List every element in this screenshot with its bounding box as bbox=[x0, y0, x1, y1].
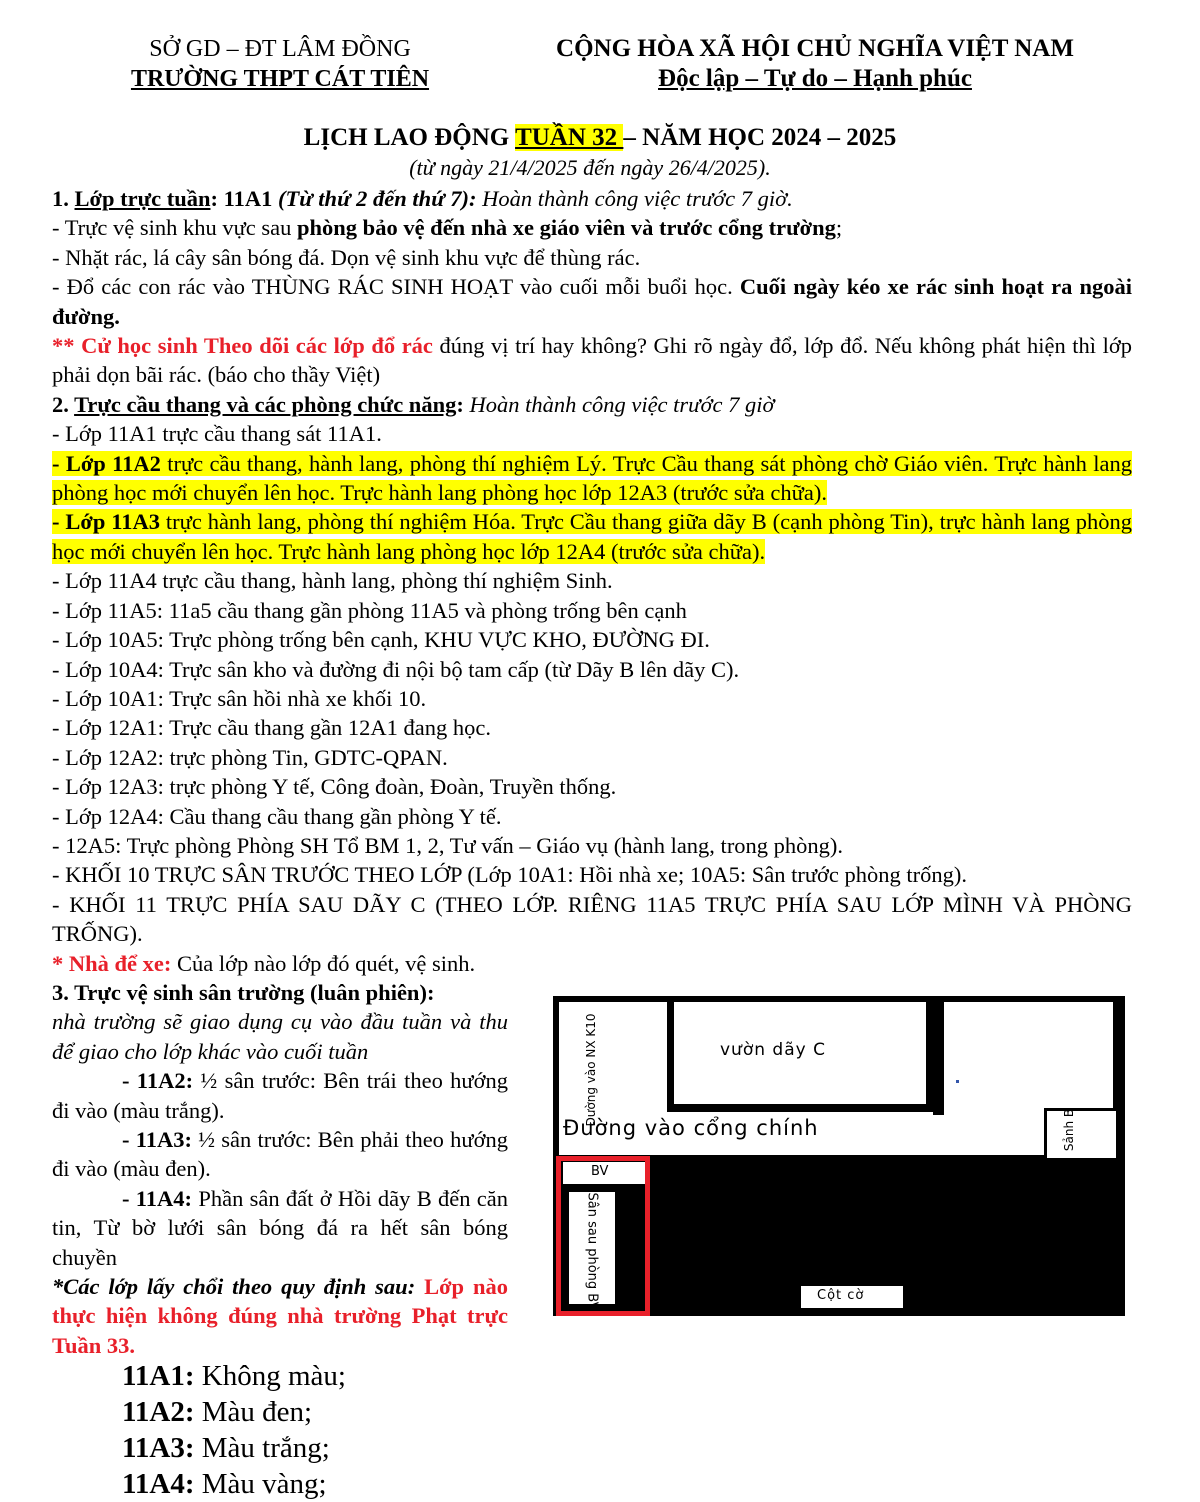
map-flagpole bbox=[801, 1286, 903, 1308]
map-label-flagpole: Cột cờ bbox=[817, 1288, 865, 1303]
school-name: TRƯỜNG THPT CÁT TIÊN bbox=[130, 66, 430, 92]
section3-note: nhà trường sẽ giao dụng cụ vào đầu tuần và thu để giao cho lớp khác vào cuối tuần bbox=[52, 1009, 508, 1064]
map-label-hall-b: Sảnh B bbox=[1062, 1108, 1076, 1152]
duty-item-highlighted: - Lớp 11A3 trực hành lang, phòng thí nghiệm Hóa. Trực Cầu thang giữa dãy B (cạnh phòng Tin), trực hành lang phòng học mới chuyển lên học. Trực hành lang phòng học lớp 12A4 (trước sửa chữa). bbox=[52, 509, 1132, 564]
section1-line: - Nhặt rác, lá cây sân bóng đá. Dọn vệ sinh khu vực để thùng rác. bbox=[52, 244, 641, 270]
duty-item: - Lớp 12A2: trực phòng Tin, GDTC-QPAN. bbox=[52, 744, 448, 770]
map-label-garden: vườn dãy C bbox=[720, 1040, 826, 1060]
yard-duty-item: - 11A4: Phần sân đất ở Hồi dãy B đến căn tin, Từ bờ lưới sân bóng đá ra hết sân bóng chuyền bbox=[52, 1185, 508, 1270]
map-bv-box bbox=[563, 1162, 645, 1184]
week-label: TUẦN 32 bbox=[515, 124, 624, 151]
section1-line: - Trực vệ sinh khu vực sau phòng bảo vệ đến nhà xe giáo viên và trước cổng trường; bbox=[52, 215, 843, 241]
yard-map bbox=[553, 996, 1125, 1316]
broom-color-item: 11A1: Không màu; bbox=[122, 1360, 346, 1392]
duty-item: - Lớp 10A1: Trực sân hồi nhà xe khối 10. bbox=[52, 685, 427, 711]
duty-item: - Lớp 11A5: 11a5 cầu thang gần phòng 11A5 và phòng trống bên cạnh bbox=[52, 597, 687, 623]
duty-item: - Lớp 12A1: Trực cầu thang gần 12A1 đang học. bbox=[52, 715, 492, 741]
section1-monitor-note: ** Cử học sinh Theo dõi các lớp đổ rác đúng vị trí hay không? Ghi rõ ngày đổ, lớp đổ. Nếu không phát hiện thì lớp phải dọn bãi rác. (báo cho thầy Việt) bbox=[52, 333, 1132, 388]
duty-item: - KHỐI 11 TRỰC PHÍA SAU DÃY C (THEO LỚP. RIÊNG 11A5 TRỰC PHÍA SAU LỚP MÌNH VÀ PHÒNG TRỐNG). bbox=[52, 891, 1132, 947]
header-left bbox=[95, 34, 465, 94]
date-range: (từ ngày 21/4/2025 đến ngày 26/4/2025). bbox=[409, 155, 771, 180]
header-right bbox=[530, 34, 1100, 94]
duty-item: - Lớp 11A4 trực cầu thang, hành lang, phòng thí nghiệm Sinh. bbox=[52, 568, 613, 594]
duty-item: - Lớp 11A1 trực cầu thang sát 11A1. bbox=[52, 421, 382, 447]
map-hall-b bbox=[1044, 1108, 1116, 1158]
map-label-main-road: Đường vào cổng chính bbox=[563, 1116, 819, 1140]
broom-color-list bbox=[122, 1358, 346, 1502]
map-bv-back-yard bbox=[569, 1192, 615, 1311]
duty-item: - Lớp 12A4: Cầu thang cầu thang gần phòng Y tế. bbox=[52, 803, 502, 829]
department-name: SỞ GD – ĐT LÂM ĐỒNG bbox=[149, 36, 411, 62]
map-dot bbox=[956, 1080, 959, 1083]
map-garden-inner bbox=[674, 1002, 926, 1104]
map-label-nx-k10: Đường vào NX K10 bbox=[584, 1013, 598, 1127]
national-motto: Độc lập – Tự do – Hạnh phúc bbox=[658, 65, 972, 92]
yard-duty-item: - 11A2: ½ sân trước: Bên trái theo hướng đi vào (màu trắng). bbox=[52, 1068, 508, 1123]
section2-heading: 2. Trực cầu thang và các phòng chức năng: Hoàn thành công việc trước 7 giờ bbox=[52, 391, 775, 417]
national-title: CỘNG HÒA XÃ HỘI CHỦ NGHĨA VIỆT NAM bbox=[556, 35, 1074, 62]
map-label-bv: BV bbox=[591, 1164, 609, 1179]
schedule-body bbox=[52, 184, 1132, 978]
duty-item: - 12A5: Trực phòng Phòng SH Tổ BM 1, 2, Tư vấn – Giáo vụ (hành lang, trong phòng). bbox=[52, 832, 844, 858]
duty-item-highlighted: - Lớp 11A2 trực cầu thang, hành lang, phòng thí nghiệm Lý. Trực Cầu thang sát phòng chờ Giáo viên. Trực hành lang phòng học mới chuyển lên học. Trực hành lang phòng học lớp 12A3 (trước sửa chữa). bbox=[52, 450, 1132, 506]
section3-heading: 3. Trực vệ sinh sân trường (luân phiên): bbox=[52, 980, 435, 1005]
map-label-bv-back-yard: Sân sau phòng BV bbox=[584, 1192, 600, 1311]
section1-line: - Đổ các con rác vào THÙNG RÁC SINH HOẠT vào cuối mỗi buổi học. Cuối ngày kéo xe rác sinh hoạt ra ngoài đường. bbox=[52, 274, 1132, 329]
section3 bbox=[52, 978, 508, 1360]
document-title: LỊCH LAO ĐỘNG TUẦN 32 – NĂM HỌC 2024 – 2025 bbox=[303, 124, 897, 151]
duty-item: - Lớp 10A5: Trực phòng trống bên cạnh, KHU VỰC KHO, ĐƯỜNG ĐI. bbox=[52, 627, 710, 653]
duty-item: - Lớp 12A3: trực phòng Y tế, Công đoàn, Đoàn, Truyền thống. bbox=[52, 774, 617, 800]
map-main-road bbox=[559, 1115, 1044, 1155]
duty-item: - Lớp 10A4: Trực sân kho và đường đi nội bộ tam cấp (từ Dãy B lên dãy C). bbox=[52, 656, 740, 682]
broom-color-item: 11A2: Màu đen; bbox=[122, 1396, 313, 1428]
section1-heading: 1. Lớp trực tuần: 11A1 (Từ thứ 2 đến thứ 7): Hoàn thành công việc trước 7 giờ. bbox=[52, 186, 793, 211]
yard-duty-item: - 11A3: ½ sân trước: Bên phải theo hướng đi vào (màu đen). bbox=[52, 1127, 508, 1182]
duty-item: - KHỐI 10 TRỰC SÂN TRƯỚC THEO LỚP (Lớp 10A1: Hồi nhà xe; 10A5: Sân trước phòng trống). bbox=[52, 862, 968, 888]
broom-rule: *Các lớp lấy chổi theo quy định sau: Lớp nào thực hiện không đúng nhà trường Phạt trực Tuần 33. bbox=[52, 1274, 508, 1358]
broom-color-item: 11A3: Màu trắng; bbox=[122, 1432, 330, 1464]
parking-note: * Nhà để xe: Của lớp nào lớp đó quét, vệ sinh. bbox=[52, 950, 476, 976]
broom-color-item: 11A4: Màu vàng; bbox=[122, 1468, 327, 1500]
